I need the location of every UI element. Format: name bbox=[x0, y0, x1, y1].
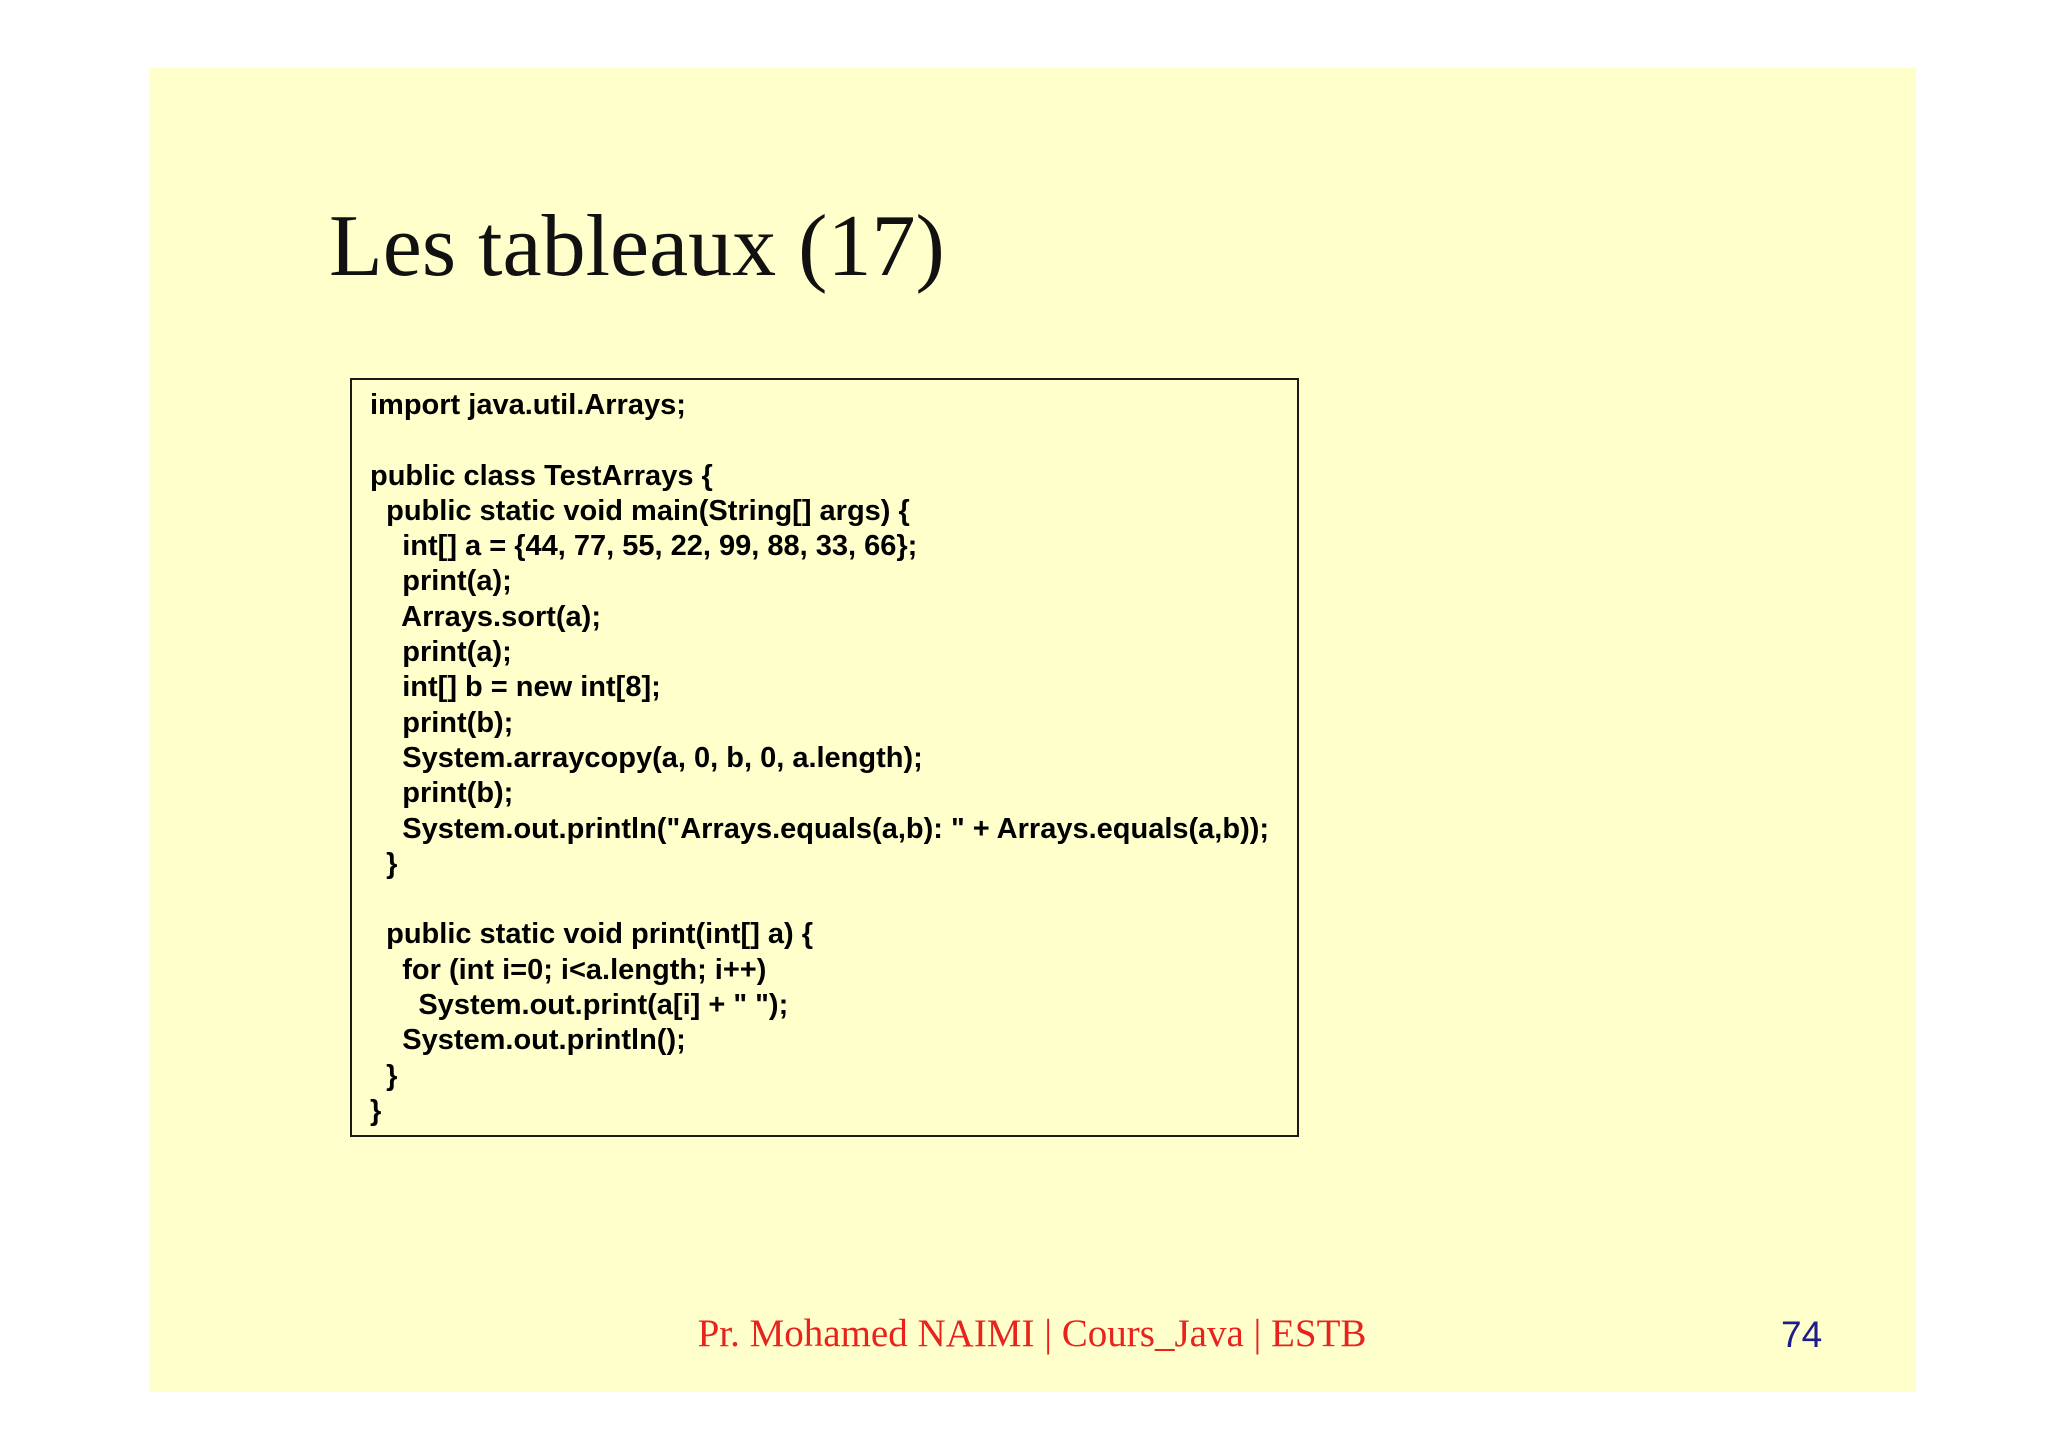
code-line: for (int i=0; i<a.length; i++) bbox=[370, 953, 767, 986]
code-line: } bbox=[370, 1059, 398, 1092]
code-line: System.out.println("Arrays.equals(a,b): " + Arrays.equals(a,b)); bbox=[370, 812, 1270, 845]
code-line: System.out.println(); bbox=[370, 1024, 686, 1057]
code-line: public static void main(String[] args) { bbox=[370, 494, 910, 527]
code-line: int[] a = {44, 77, 55, 22, 99, 88, 33, 66}; bbox=[370, 530, 918, 563]
slide-title: Les tableaux (17) bbox=[329, 198, 945, 295]
code-line bbox=[370, 423, 1287, 458]
code-line: public class TestArrays { bbox=[370, 459, 713, 492]
code-block bbox=[350, 378, 1299, 1137]
code-line: } bbox=[370, 847, 398, 880]
code-line: print(a); bbox=[370, 636, 512, 669]
code-line: int[] b = new int[8]; bbox=[370, 671, 661, 704]
code-line: Arrays.sort(a); bbox=[370, 600, 601, 633]
code-line: print(b); bbox=[370, 777, 514, 810]
code-line: public static void print(int[] a) { bbox=[370, 918, 814, 951]
code-line: } bbox=[370, 1094, 382, 1127]
footer-text: Pr. Mohamed NAIMI | Cours_Java | ESTB bbox=[697, 1312, 1367, 1355]
page-number: 74 bbox=[1781, 1314, 1823, 1355]
code-line: import java.util.Arrays; bbox=[370, 389, 686, 421]
code-line bbox=[370, 882, 1287, 917]
code-line: print(a); bbox=[370, 565, 512, 598]
code-line: System.arraycopy(a, 0, b, 0, a.length); bbox=[370, 741, 923, 774]
code-line: print(b); bbox=[370, 706, 514, 739]
code-line: System.out.print(a[i] + " "); bbox=[370, 989, 789, 1022]
